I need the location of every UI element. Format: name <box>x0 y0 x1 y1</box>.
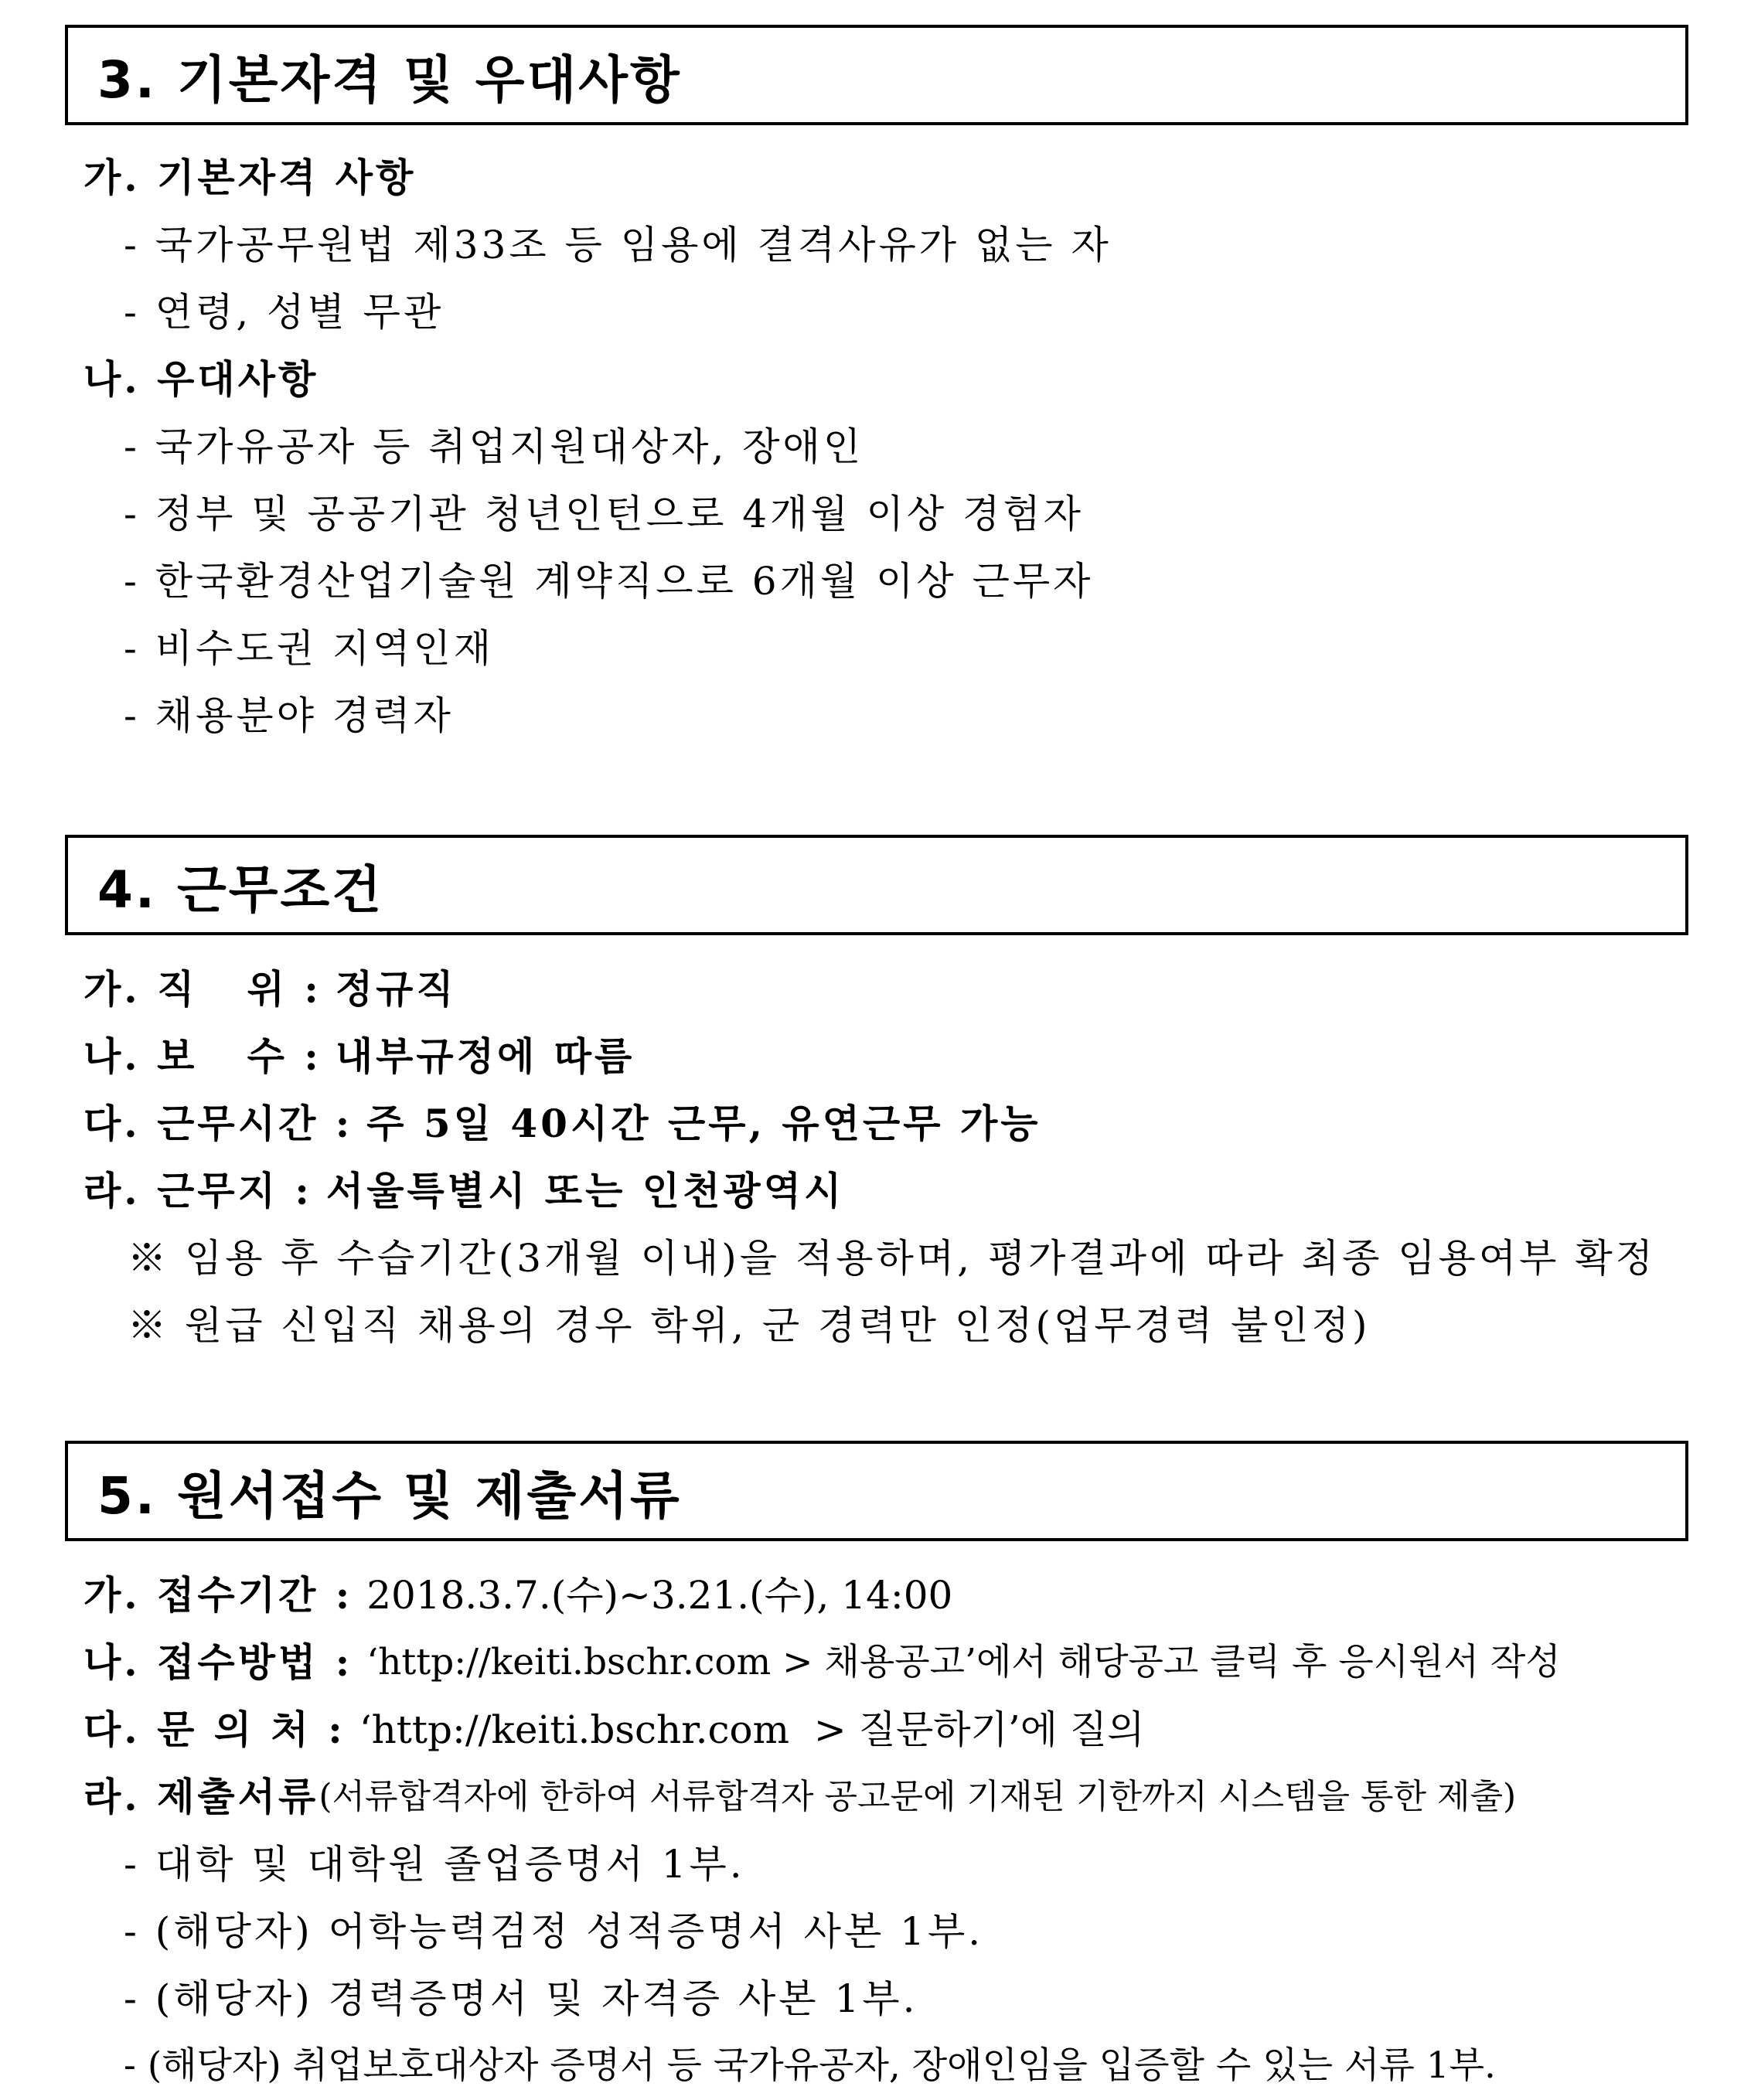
subheading-basic-qualification: 가. 기본자격 사항 <box>83 155 417 200</box>
row-value: ‘http://keiti.bschr.com > 질문하기’에 질의 <box>359 1707 1145 1752</box>
list-item: - 정부 및 공공기관 청년인턴으로 4개월 이상 경험자 <box>124 492 1084 536</box>
row-label: 다. 문 의 처 : <box>83 1707 346 1752</box>
row-value: (서류합격자에 한하여 서류합격자 공고문에 기재된 기한까지 시스템을 통한 제출) <box>319 1777 1517 1816</box>
row-value: ‘http://keiti.bschr.com > 채용공고’에서 해당공고 클릭 후 응시원서 작성 <box>366 1641 1561 1683</box>
row-label: 나. 접수방법 : <box>83 1639 353 1685</box>
row-value: 2018.3.7.(수)∼3.21.(수), 14:00 <box>366 1573 953 1618</box>
list-item: - 국가공무원법 제33조 등 임용에 결격사유가 없는 자 <box>124 223 1112 267</box>
list-item: - (해당자) 취업보호대상자 증명서 등 국가유공자, 장애인임을 입증할 수 있는 서류 1부. <box>124 2044 1496 2087</box>
condition-row-salary <box>83 1023 1738 1091</box>
condition-row-location <box>83 1157 1738 1225</box>
row-label: 나. 보 수 : <box>83 1033 322 1079</box>
list-item: - 비수도권 지역인재 <box>124 626 495 671</box>
application-row-method <box>83 1629 1738 1697</box>
subheading-preference: 나. 우대사항 <box>83 356 319 402</box>
row-label: 라. 근무지 : <box>83 1168 312 1213</box>
row-label: 가. 접수기간 : <box>83 1572 353 1618</box>
list-item: - 대학 및 대학원 졸업증명서 1부. <box>124 1842 745 1887</box>
list-item: - (해당자) 어학능력검정 성적증명서 사본 1부. <box>124 1909 984 1954</box>
row-label: 다. 근무시간 : <box>83 1101 353 1146</box>
note-probation: ※ 임용 후 수습기간(3개월 이내)을 적용하며, 평가결과에 따라 최종 임용여부 확정 <box>128 1236 1656 1281</box>
application-row-period <box>83 1561 1738 1629</box>
list-item: - 국가유공자 등 취업지원대상자, 장애인 <box>124 424 864 469</box>
section-4-title: 4. 근무조건 <box>65 835 1688 935</box>
list-item: - 채용분야 경력자 <box>124 693 454 738</box>
section-3-title: 3. 기본자격 및 우대사항 <box>65 25 1688 125</box>
row-value: 내부규정에 따름 <box>335 1033 635 1079</box>
row-label: 가. 직 위 : <box>83 966 322 1012</box>
list-item: - 한국환경산업기술원 계약직으로 6개월 이상 근무자 <box>124 559 1094 604</box>
application-row-inquiry <box>83 1696 1738 1764</box>
row-value: 주 5일 40시간 근무, 유연근무 가능 <box>366 1101 1041 1146</box>
application-row-documents <box>83 1763 1738 1831</box>
condition-row-position <box>83 955 1738 1023</box>
list-item: - (해당자) 경력증명서 및 자격증 사본 1부. <box>124 1976 918 2021</box>
list-item: - 연령, 성별 무관 <box>124 290 445 335</box>
row-label: 라. 제출서류 <box>83 1774 319 1819</box>
condition-row-hours <box>83 1090 1738 1158</box>
section-5-title: 5. 원서접수 및 제출서류 <box>65 1441 1688 1541</box>
row-value: 서울특별시 또는 인천광역시 <box>325 1168 845 1213</box>
row-value: 정규직 <box>335 966 457 1012</box>
note-career: ※ 원급 신입직 채용의 경우 학위, 군 경력만 인정(업무경력 불인정) <box>128 1303 1371 1348</box>
